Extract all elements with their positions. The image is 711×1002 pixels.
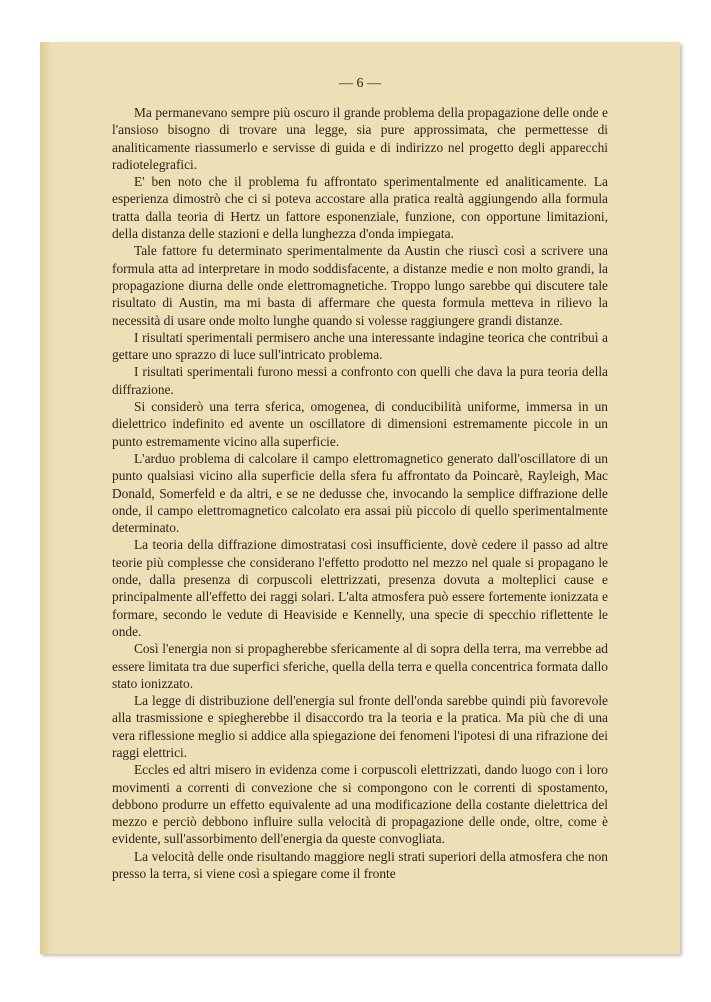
paragraph: La teoria della diffrazione dimostratasi così insufficiente, dovè cedere il passo ad altre teorie più complesse che considerano l'effetto prodotto nel mezzo nel quale si propagano le onde, dalla presenza di corpuscoli elettrizzati, presenza dovuta a molteplici cause e principalmente all'effetto dei raggi solari. L'alta atmosfera può essere fortemente ionizzata e formare, secondo le vedute di Heaviside e Kennelly, una specie di specchio riflettente le onde. — [112, 537, 608, 639]
paragraph: Si considerò una terra sferica, omogenea, di conducibilità uniforme, immersa in un dielettrico indefinito ed avente un oscillatore di dimensioni estremamente piccole in un punto estremamente vicino alla superficie. — [112, 399, 608, 449]
page-number: — 6 — — [339, 76, 381, 91]
paragraph: L'arduo problema di calcolare il campo elettromagnetico generato dall'oscillatore di un punto qualsiasi vicino alla superficie della sfera fu affrontato da Poincarè, Rayleigh, Mac Donald, Somerfeld e da altri, e se ne dedusse che, invocando la semplice diffrazione delle onde, il campo elettromagnetico calcolato era assai più piccolo di quello sperimentalmente determinato. — [112, 450, 608, 536]
paragraph: Tale fattore fu determinato sperimentalmente da Austin che riuscì così a scrivere una formula atta ad interpretare in modo soddisfacente, a distanze medie e non molto grandi, la propagazione diurna delle onde elettromagnetiche. Troppo lungo sarebbe qui discutere tale risultato di Austin, ma mi basta di affermare che questa formula metteva in rilievo la necessità di usare onde molto lunghe quando si volesse raggiungere grandi distanze. — [112, 243, 608, 328]
paragraph: E' ben noto che il problema fu affrontato sperimentalmente ed analiticamente. La esperienza dimostrò che ci si poteva accostare alla pratica realtà aggiungendo alla formula tratta dalla teoria di Hertz un fattore esponenziale, funzione, con opportune limitazioni, della distanza delle stazioni e della lunghezza d'onda impiegata. — [112, 174, 608, 242]
document-page — [40, 42, 680, 954]
paragraph: I risultati sperimentali permisero anche una interessante indagine teorica che contribuì a gettare uno sprazzo di luce sull'intricato problema. — [112, 329, 608, 363]
page-edge-shadow — [40, 42, 52, 954]
body-text — [112, 104, 608, 882]
paragraph: Ma permanevano sempre più oscuro il grande problema della propagazione delle onde e l'ansioso bisogno di trovare una legge, sia pure approssimata, che permettesse di analiticamente riassumerlo e servisse di guida e di indirizzo nel progetto degli apparecchi radiotelegrafici. — [112, 105, 608, 172]
paragraph: La velocità delle onde risultando maggiore negli strati superiori della atmosfera che non presso la terra, si viene così a spiegare come il fronte — [112, 848, 608, 882]
paragraph: Eccles ed altri misero in evidenza come i corpuscoli elettrizzati, dando luogo con i loro movimenti a correnti di convezione che si compongono con le correnti di spostamento, debbono produrre un effetto equivalente ad una modificazione della costante dielettrica del mezzo e perciò debbono influire sulla velocità di propagazione delle onde, oltre, come è evidente, sull'assorbimento dell'energia da queste convogliata. — [112, 762, 608, 847]
paragraph: La legge di distribuzione dell'energia sul fronte dell'onda sarebbe quindi più favorevole alla trasmissione e spiegherebbe il disaccordo tra la teoria e la pratica. Ma più che di una vera riflessione meglio si addice alla spiegazione dei fenomeni l'ipotesi di una rifrazione dei raggi elettrici. — [112, 693, 608, 760]
paragraph: Così l'energia non si propagherebbe sfericamente al di sopra della terra, ma verrebbe ad essere limitata tra due superfici sferiche, quella della terra e quella concentrica formata dallo stato ionizzato. — [112, 641, 608, 691]
paragraph: I risultati sperimentali furono messi a confronto con quelli che dava la pura teoria della diffrazione. — [112, 364, 608, 397]
